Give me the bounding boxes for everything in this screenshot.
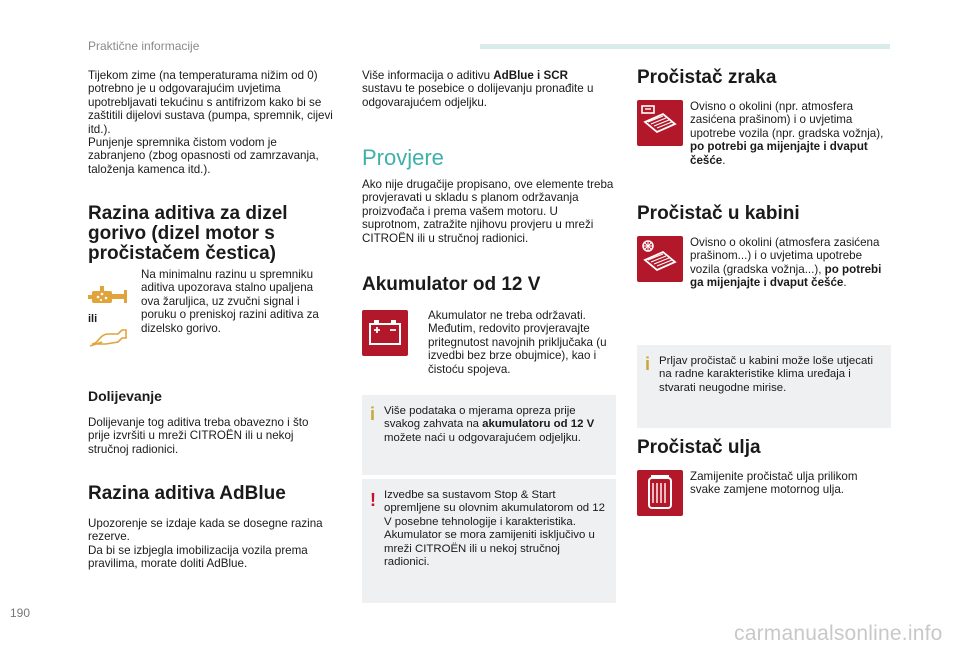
battery-info-note [362,395,616,475]
info-icon: i [645,354,651,374]
fuel-additive-outline-icon [88,328,134,348]
watermark: carmanualsonline.info [734,622,943,645]
battery-heading: Akumulator od 12 V [362,274,541,295]
header-rule [480,44,890,49]
battery-text: Akumulator ne treba održavati. Međutim, redovito provjeravajte pritegnutost navojnih priključaka (u izvedbi bez brze obujmice), kao i čistoću spojeva. [428,309,607,376]
cabin-filter-heading: Pročistač u kabini [637,203,800,224]
checks-heading: Provjere [362,145,444,170]
air-filter-text: Ovisno o okolini (npr. atmosfera zasićena prašinom) i o uvjetima upotrebe vozila (npr. gradska vožnja), po potrebi ga mijenjajte i dvaput češće. [690,100,884,167]
warning-icon: ! [370,490,376,510]
adblue-heading: Razina aditiva AdBlue [88,483,286,504]
stop-start-warning-note [362,479,616,603]
page-number: 190 [10,606,31,620]
oil-filter-icon [637,470,683,516]
diesel-additive-text: Na minimalnu razinu u spremniku aditiva upozorava stalno upaljena ova žaruljica, uz zvučni signal i poruku o preniskoj razini aditiva za dizelsko gorivo. [141,268,319,335]
air-filter-heading: Pročistač zraka [637,67,777,88]
checks-text: Ako nije drugačije propisano, ove elemente treba provjeravati u skladu s planom održavanja proizvođača i prema vašem motoru. U suprotnom, zatražite njihovu provjeru u mreži CITROËN ili u stručnoj radionici. [362,178,614,245]
topup-text: Dolijevanje tog aditiva treba obavezno i što prije izvršiti u mreži CITROËN ili u nekoj stručnoj radionici. [88,416,309,456]
oil-filter-text: Zamijenite pročistač ulja prilikom svake zamjene motornog ulja. [690,470,858,497]
cabin-filter-info-note [637,345,891,428]
topup-heading: Dolijevanje [88,388,162,404]
diesel-additive-heading: Razina aditiva za dizel gorivo (dizel motor s pročistačem čestica) [88,203,288,264]
antifreeze-paragraph: Tijekom zime (na temperaturama nižim od 0) potrebno je u odgovarajućim uvjetima upotrebljavati tekućinu s antifrizom kako bi se zaštitili dijelovi sustava (pumpa, spremnik, cijevi itd.). Punjenje spremnika čistom vodom je zabranjeno (zbog opasnosti od zamrzavanja, taloženja kamenca itd.). [88,69,333,176]
battery-icon [362,310,408,356]
cabin-filter-text: Ovisno o okolini (atmosfera zasićena prašinom...) i o uvjetima upotrebe vozila (gradska vožnja...), po potrebi ga mijenjajte i dvaput češće. [690,236,882,290]
stop-start-warning-text: Izvedbe sa sustavom Stop & Start opremljene su olovnim akumulatorom od 12 V posebne tehnologije i karakteristika. Akumulator se mora zamijeniti isključivo u mreži CITROËN ili u nekoj stručnoj radionici. [384,489,605,569]
cabin-filter-icon [637,236,683,282]
info-icon: i [370,404,376,424]
adblue-more-info: Više informacija o aditivu AdBlue i SCR sustavu te posebice o dolijevanju pronađite u odgovarajućem odjeljku. [362,69,594,109]
oil-filter-heading: Pročistač ulja [637,437,761,458]
or-label: ili [88,313,98,325]
cabin-filter-info-text: Prljav pročistač u kabini može loše utjecati na radne karakteristike klima uređaja i stvarati neugodne mirise. [659,355,873,394]
fuel-additive-warning-icon [88,286,134,308]
section-title: Praktične informacije [88,39,200,53]
adblue-text: Upozorenje se izdaje kada se dosegne razina rezerve. Da bi se izbjegla imobilizacija vozila prema pravilima, morate doliti AdBlue. [88,517,323,571]
battery-info-text: Više podataka o mjerama opreza prije svakog zahvata na akumulatoru od 12 V možete naći u odgovarajućem odjeljku. [384,405,595,444]
air-filter-icon [637,100,683,146]
